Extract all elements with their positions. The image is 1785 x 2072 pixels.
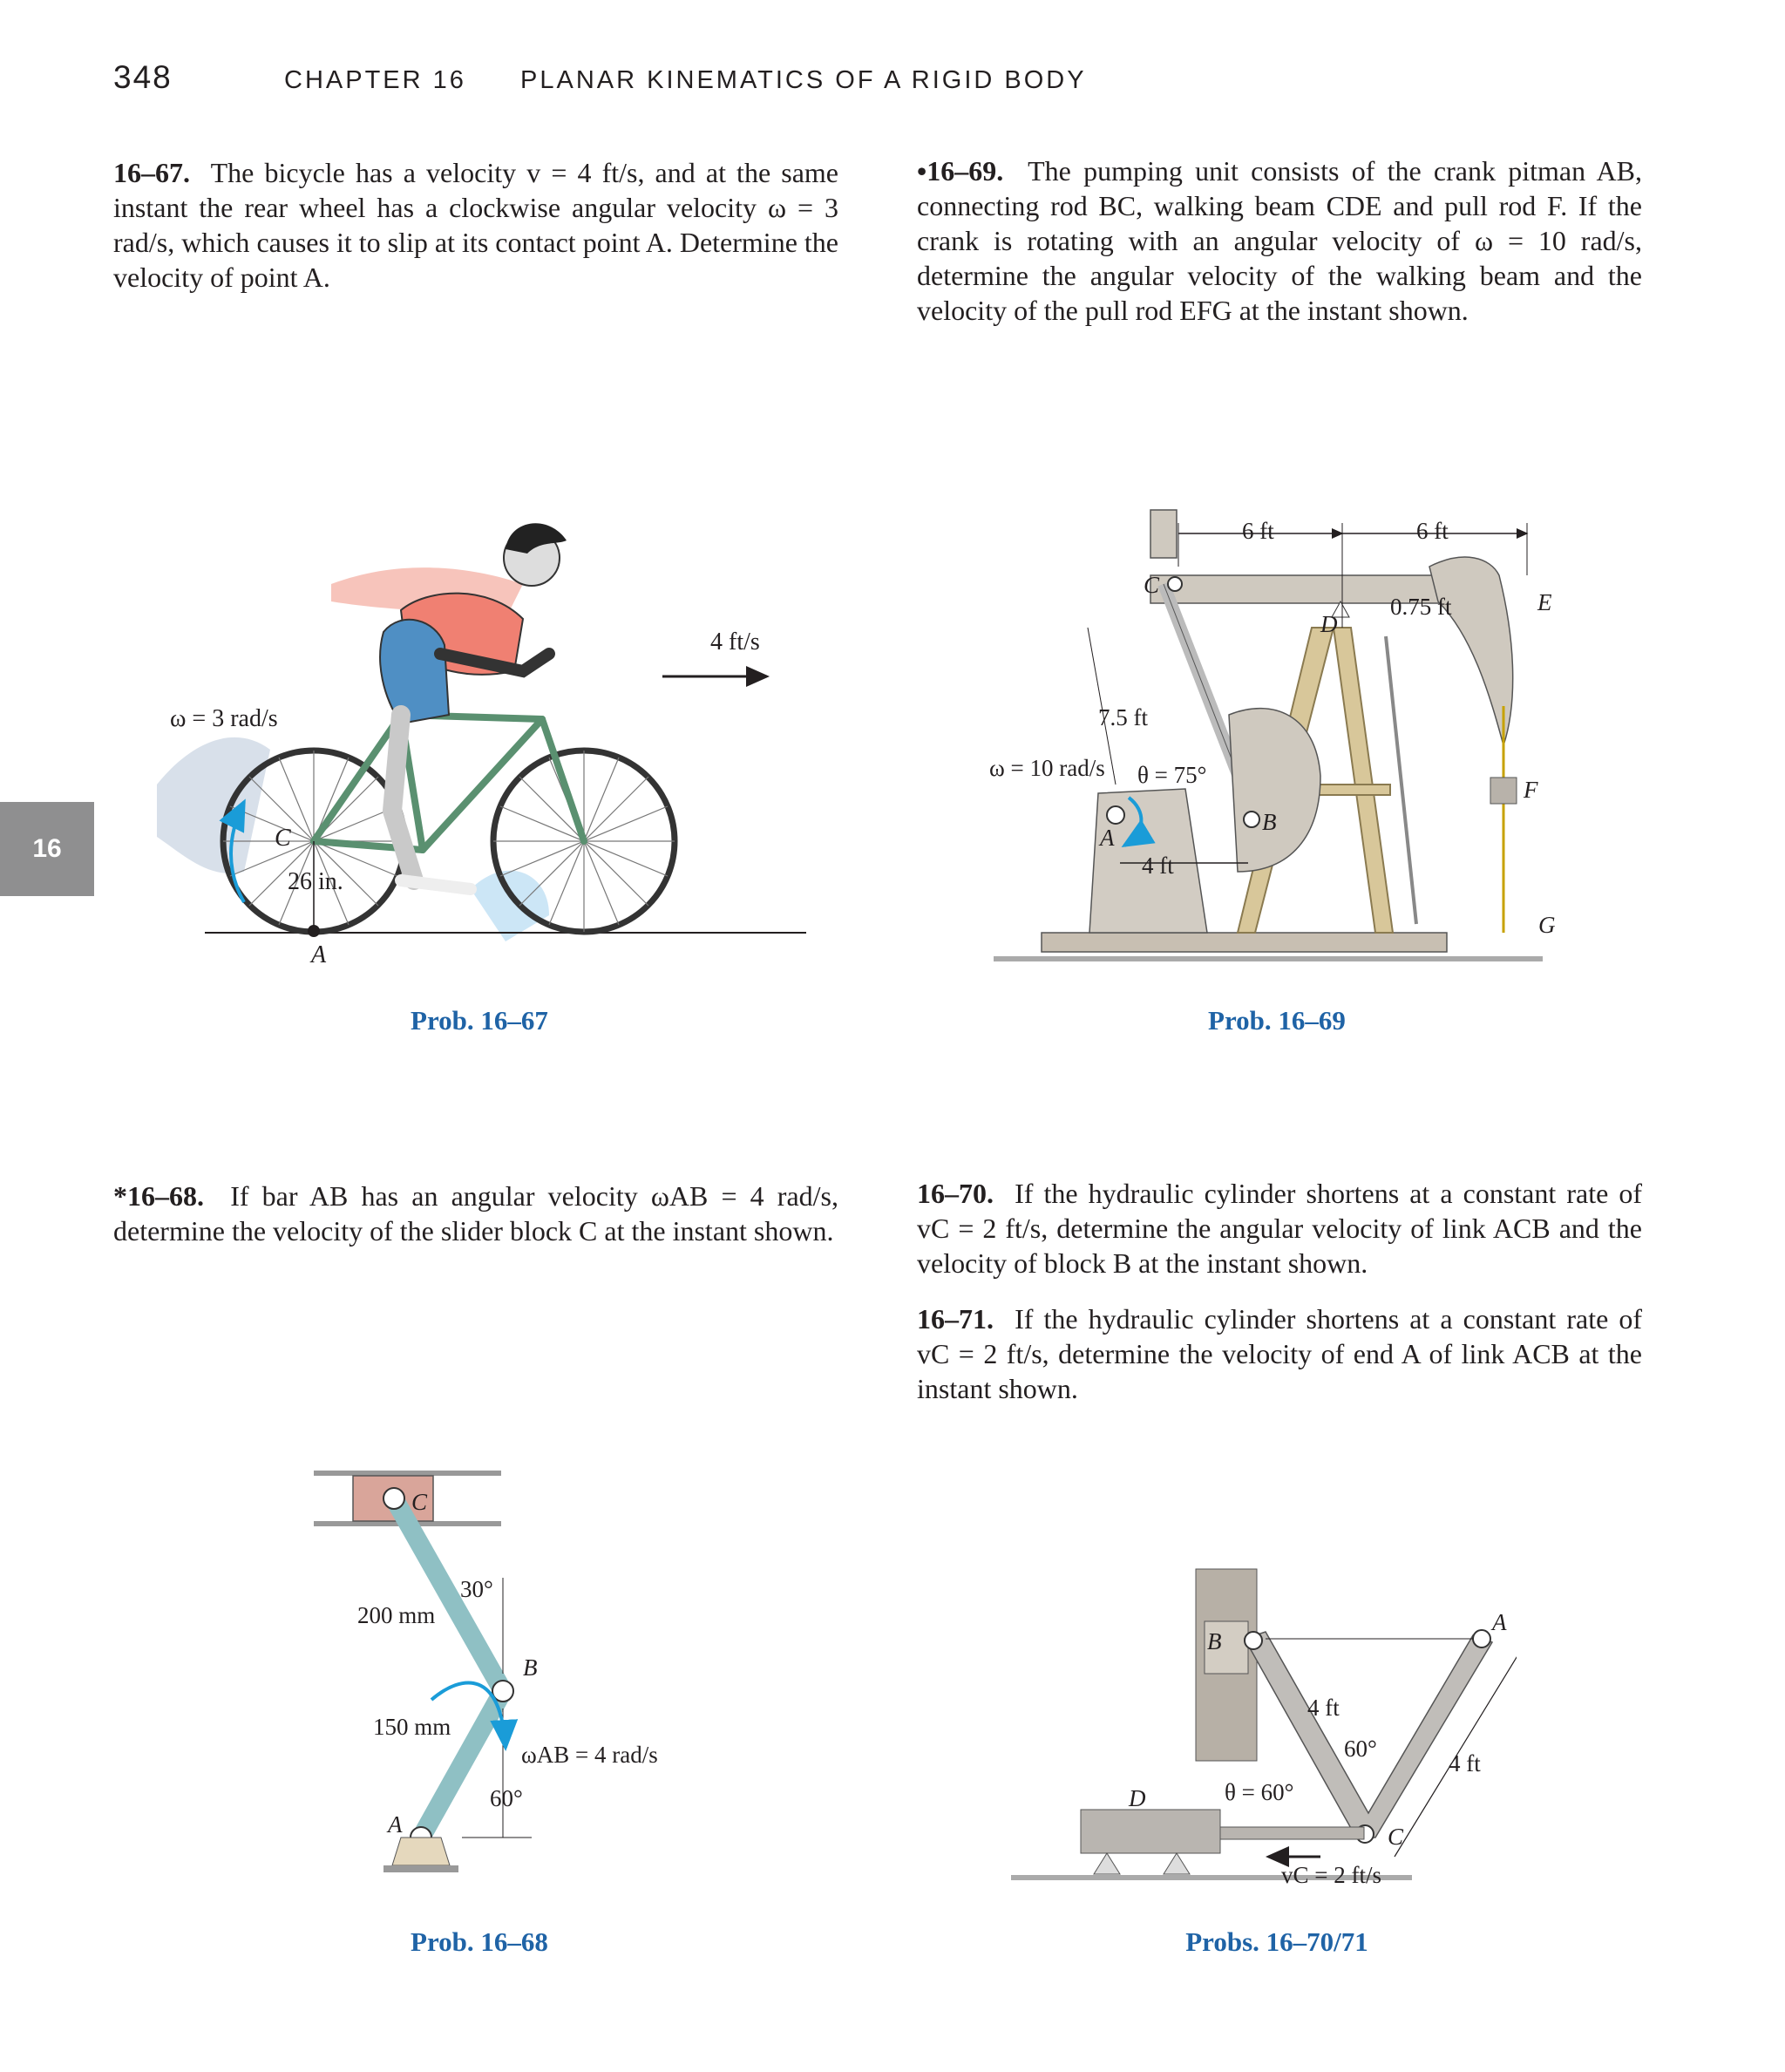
len-ab-label: 150 mm	[373, 1714, 451, 1740]
problem-number: •16–69.	[917, 155, 1004, 187]
point-g-label: G	[1538, 912, 1556, 938]
point-e-label: E	[1537, 589, 1552, 615]
point-d-label: D	[1129, 1785, 1146, 1811]
problem-16-68	[113, 1179, 838, 1248]
problem-16-69	[917, 153, 1642, 328]
point-c-label: C	[411, 1489, 428, 1515]
crank-disc	[1229, 709, 1320, 872]
point-a-label: A	[1492, 1609, 1507, 1635]
velocity-label: vC = 2 ft/s	[1281, 1862, 1381, 1888]
problem-16-67	[113, 155, 838, 295]
len-ca-label: 4 ft	[1449, 1750, 1481, 1776]
problem-text: If bar AB has an angular velocity ωAB = 4 rad/s, determine the velocity of the slider block C at the instant shown.	[113, 1180, 839, 1247]
point-d-label: D	[1320, 611, 1338, 637]
chapter-title: PLANAR KINEMATICS OF A RIGID BODY	[520, 66, 1087, 94]
horsehead	[1429, 557, 1513, 745]
piston-rod	[1220, 1827, 1364, 1839]
chapter-label: CHAPTER 16	[284, 66, 466, 94]
pin-b	[1244, 812, 1259, 827]
problem-number: *16–68.	[113, 1180, 204, 1212]
offset-label: 0.75 ft	[1390, 594, 1452, 620]
support-base	[383, 1865, 458, 1872]
velocity-label: 4 ft/s	[710, 628, 760, 656]
motion-blur-blue	[471, 871, 549, 941]
point-b-label: B	[1207, 1628, 1222, 1654]
caption-16-67: Prob. 16–67	[411, 1005, 548, 1036]
caption-16-70-71: Probs. 16–70/71	[1185, 1926, 1368, 1957]
pin-c	[1168, 577, 1182, 591]
crank-label: 4 ft	[1142, 853, 1174, 879]
dim-left-label: 6 ft	[1242, 518, 1274, 544]
point-a-label: A	[311, 941, 327, 968]
problem-number: 16–71.	[917, 1303, 994, 1335]
ladder	[1386, 636, 1416, 924]
base	[1042, 933, 1447, 952]
caption-16-69: Prob. 16–69	[1208, 1005, 1346, 1036]
figure-pumping-unit	[976, 497, 1656, 985]
point-c-label: C	[1144, 572, 1160, 598]
bike-frame	[314, 715, 584, 850]
problem-16-71	[917, 1301, 1642, 1406]
problem-number: 16–67.	[113, 157, 190, 188]
contact-point	[308, 925, 320, 937]
rod-length-label: 7.5 ft	[1098, 704, 1148, 730]
omega-label: ω = 10 rad/s	[989, 755, 1105, 781]
problem-text: If the hydraulic cylinder shortens at a constant rate of vC = 2 ft/s, determine the angular velocity of link ACB and the velocity of block B at the instant shown.	[917, 1178, 1643, 1279]
len-bc-label: 200 mm	[357, 1602, 436, 1628]
chapter-side-tab: 16	[0, 802, 94, 896]
point-b-label: B	[523, 1654, 538, 1681]
support-d2	[1164, 1853, 1190, 1874]
dim-right-label: 6 ft	[1416, 518, 1449, 544]
support	[392, 1838, 450, 1865]
theta-label: θ = 60°	[1225, 1779, 1294, 1805]
support-d1	[1094, 1853, 1120, 1874]
problem-number: 16–70.	[917, 1178, 994, 1209]
omega-label: ω = 3 rad/s	[170, 705, 278, 732]
problem-16-70	[917, 1176, 1642, 1281]
len-bc-label: 4 ft	[1307, 1695, 1340, 1721]
point-f-label: F	[1524, 777, 1538, 803]
link-acb	[1245, 1632, 1492, 1838]
pin-a	[1107, 806, 1124, 824]
point-a-label: A	[1100, 825, 1115, 851]
caption-16-68: Prob. 16–68	[411, 1926, 548, 1957]
point-c-label: C	[1388, 1824, 1404, 1850]
theta-label: θ = 75°	[1137, 762, 1207, 788]
point-b-label: B	[1262, 809, 1277, 835]
hydraulic-cylinder	[1081, 1810, 1220, 1853]
problem-text: If the hydraulic cylinder shortens at a constant rate of vC = 2 ft/s, determine the velocity of end A of link ACB at the instant shown.	[917, 1303, 1643, 1404]
pin-a	[1473, 1630, 1490, 1647]
pin-c	[383, 1488, 404, 1509]
point-a-label: A	[388, 1811, 403, 1838]
page-number: 348	[113, 59, 173, 95]
counterweight	[1150, 510, 1177, 558]
running-head	[284, 66, 1087, 95]
pin-b	[1245, 1632, 1262, 1649]
problem-text: The bicycle has a velocity v = 4 ft/s, and at the same instant the rear wheel has a clockwise angular velocity ω = 3 rad/s, which causes it to slip at its contact point A. Determine the velocity of point A.	[113, 157, 838, 293]
figure-hydraulic-link	[1011, 1552, 1517, 1900]
angle-top-label: 30°	[460, 1576, 493, 1602]
point-c-label: C	[275, 825, 291, 852]
figure-bicycle	[139, 506, 819, 976]
figure-slider-linkage	[288, 1447, 706, 1900]
radius-label: 26 in.	[288, 868, 343, 895]
rod-block-f	[1490, 778, 1517, 804]
omega-label: ωAB = 4 rad/s	[521, 1742, 658, 1768]
angle-bottom-label: 60°	[490, 1785, 523, 1811]
problem-text: The pumping unit consists of the crank pitman AB, connecting rod BC, walking beam CDE and pull rod F. If the crank is rotating with an angular velocity of ω = 10 rad/s, determine the angular velocity of the walking beam and the velocity of the pull rod EFG at the instant shown.	[917, 155, 1642, 326]
angle-c-label: 60°	[1344, 1736, 1377, 1762]
motion-blur-blue	[157, 737, 270, 873]
